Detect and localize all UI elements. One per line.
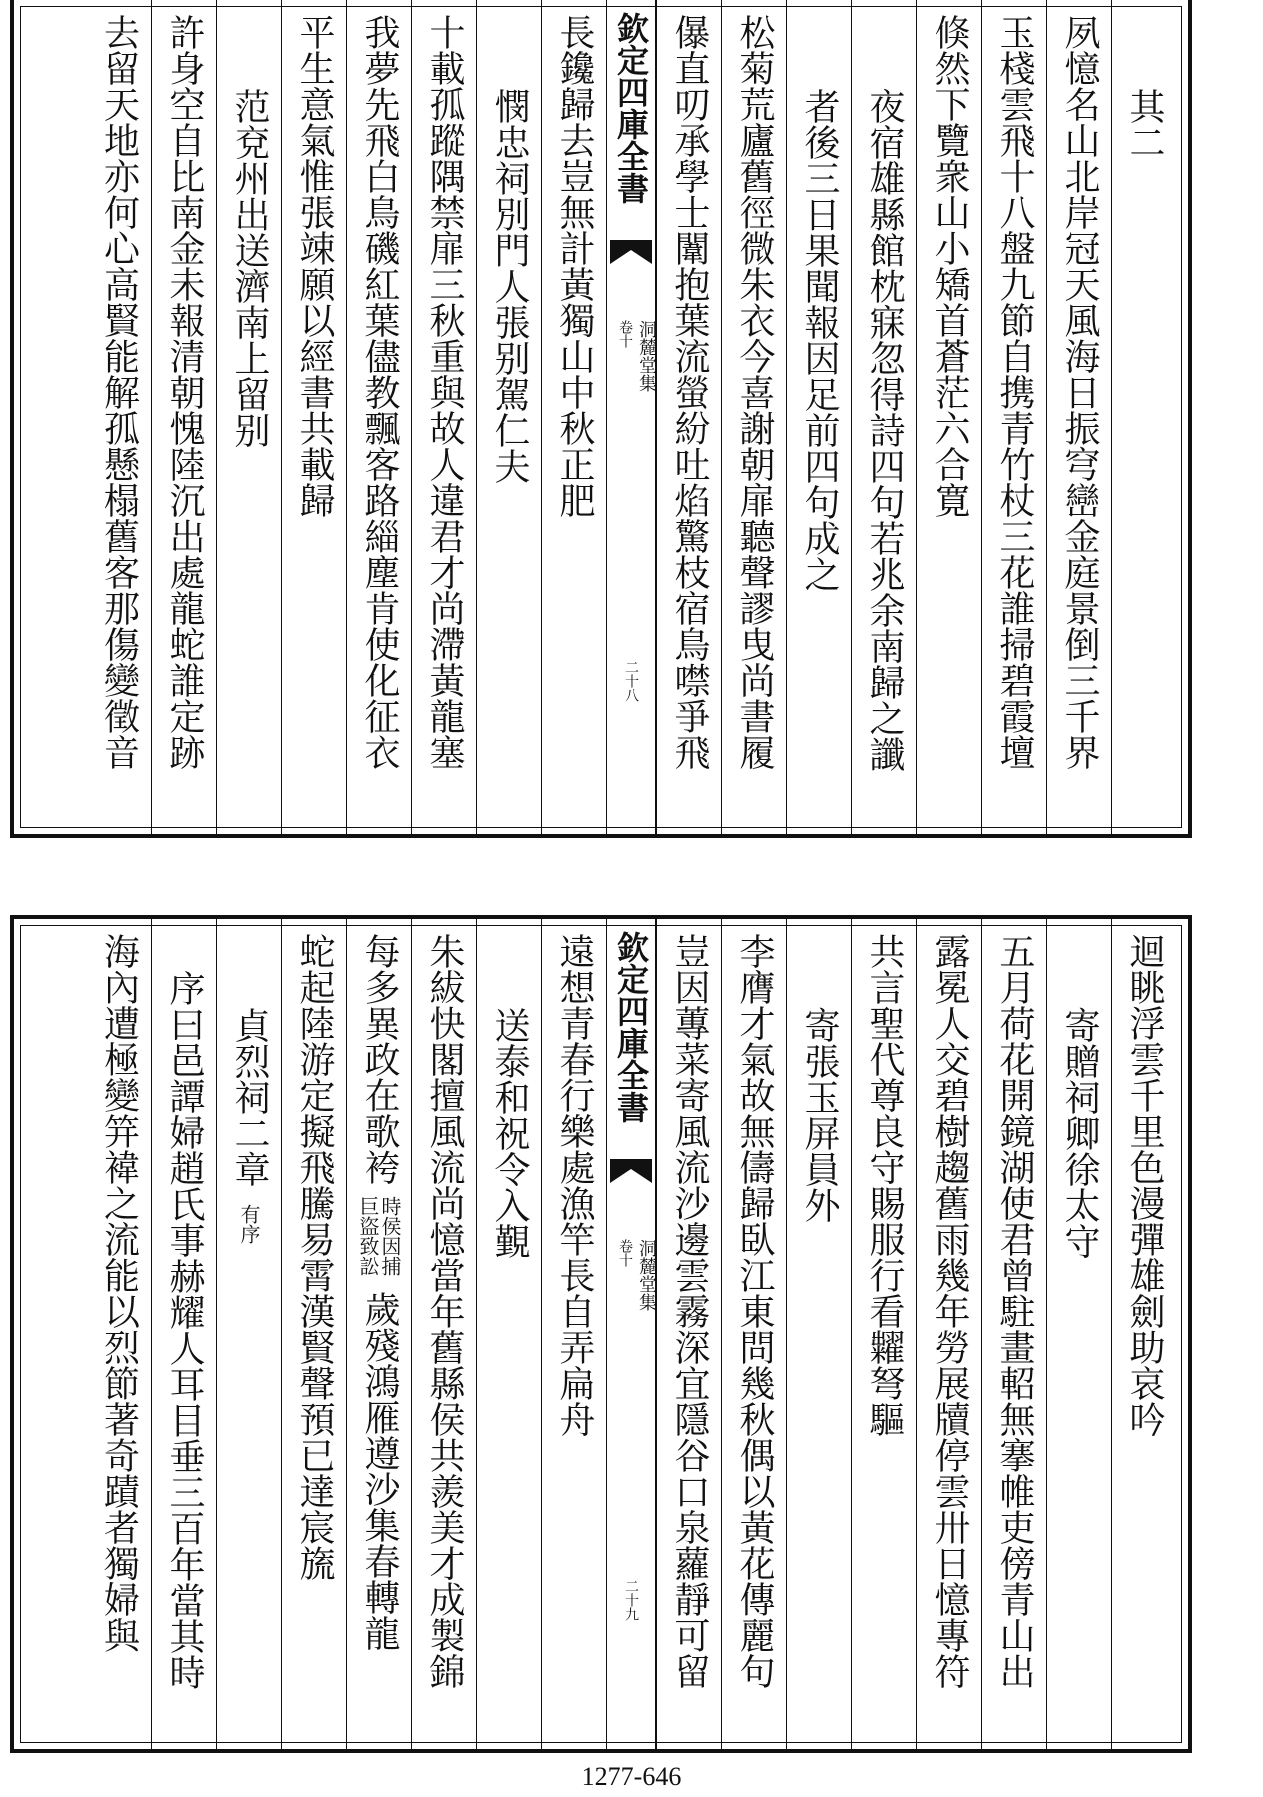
text-column (721, 919, 786, 1749)
column-text: 許身空自比南金未報清朝愧陸沉出處龍蛇誰定跡 (164, 14, 205, 770)
page-spine (606, 0, 656, 834)
text-column (1046, 919, 1111, 1749)
column-text: 李膺才氣故無儔歸臥江東問幾秋偶以黃花傳麗句 (734, 933, 775, 1689)
small-note: 有序 (237, 1204, 261, 1244)
fishtail-mark-icon (610, 240, 652, 264)
text-column (476, 0, 541, 834)
fishtail-mark-icon (610, 1159, 652, 1183)
text-column (656, 0, 721, 834)
spine-book-name: 洞麓堂集 (636, 320, 657, 392)
text-column (851, 0, 916, 834)
text-column (411, 0, 476, 834)
text-column (86, 919, 151, 1749)
text-column (86, 0, 151, 834)
page-spine (606, 919, 656, 1749)
interlinear-note (358, 1196, 400, 1276)
top-page-frame (10, 0, 1192, 838)
column-text: 共言聖代尊良守賜服行看糶弩驅 (864, 933, 905, 1437)
column-text: 序曰邑譚婦趙氏事赫耀人耳目垂三百年當其時 (164, 970, 205, 1690)
text-column (1111, 919, 1176, 1749)
column-text: 豈因蓴菜寄風流沙邊雲霧深宜隱谷口泉蘿靜可留 (669, 933, 710, 1689)
text-column (721, 0, 786, 834)
column-text: 朱紱快閣擅風流尚憶當年舊縣侯共羨美才成製錦 (424, 933, 465, 1689)
text-column (281, 0, 346, 834)
column-text: 露冕人交碧樹趨舊雨幾年勞展牘停雲卅日憶專符 (929, 933, 970, 1689)
text-column (281, 919, 346, 1749)
text-column (1111, 0, 1176, 834)
column-text: 松菊荒廬舊徑微朱衣今喜謝朝扉聽聲謬曳尚書履 (734, 14, 775, 770)
column-text: 迴眺浮雲千里色漫彈雄劍助哀吟 (1124, 933, 1165, 1437)
column-text: 夜宿雄縣館枕寐忽得詩四句若兆余南歸之讖 (864, 88, 905, 772)
text-column (786, 0, 851, 834)
column-text: 玉棧雲飛十八盤九節自携青竹杖三花誰掃碧霞壇 (994, 14, 1035, 770)
column-text: 我夢先飛白鳥磯紅葉儘教飄客路緇塵肯使化征衣 (359, 14, 400, 770)
text-column (151, 0, 216, 834)
spine-page-number: 二十九 (623, 1579, 639, 1621)
spine-volume: 卷十 (617, 320, 633, 348)
column-text: 夙憶名山北岸冠天風海日振穹巒金庭景倒三千界 (1059, 14, 1100, 770)
column-text: 者後三日果聞報因足前四句成之 (799, 88, 840, 592)
text-column (851, 919, 916, 1749)
note-right: 時侯因捕 (378, 1196, 402, 1276)
spine-title: 欽定四庫全書 (612, 931, 650, 1123)
column-text: 平生意氣惟張竦願以經書共載歸 (294, 14, 335, 518)
column-text: 范兗州出送濟南上留别 (229, 88, 270, 448)
text-column (981, 0, 1046, 834)
note-left: 巨盜致訟 (356, 1196, 380, 1276)
spine-page-number: 二十八 (623, 660, 639, 702)
column-text: 其二 (1124, 88, 1165, 160)
column-text: 送泰和祝令入覲 (489, 1007, 530, 1259)
text-column (541, 0, 606, 834)
bottom-page-frame (10, 915, 1192, 1753)
column-text: 貞烈祠二章 (229, 1007, 270, 1187)
column-text: 遠想青春行樂處漁竿長自弄扁舟 (554, 933, 595, 1437)
text-column (981, 919, 1046, 1749)
column-text: 十載孤蹤隅禁扉三秋重與故人違君才尚滯黃龍塞 (424, 14, 465, 770)
column-text: 蛇起陸游定擬飛騰易霄漢賢聲預已達宸旒 (294, 933, 335, 1581)
text-column (346, 0, 411, 834)
text-column (476, 919, 541, 1749)
column-text: 五月荷花開鏡湖使君曾駐畫軺無搴帷吏傍青山出 (994, 933, 1035, 1689)
spine-volume: 卷十 (617, 1239, 633, 1267)
text-column (916, 0, 981, 834)
text-column (916, 919, 981, 1749)
column-text: 每多異政在歌袴 (359, 933, 400, 1185)
text-column (216, 0, 281, 834)
column-text: 寄張玉屏員外 (799, 1007, 840, 1223)
column-text: 儤直叨承學士闈抱葉流螢紛吐焰驚枝宿鳥噤爭飛 (669, 14, 710, 770)
text-column (786, 919, 851, 1749)
top-page-columns (26, 0, 1176, 834)
column-text-tail: 歲殘鴻雁遵沙集春轉龍 (359, 1290, 400, 1651)
text-column (1046, 0, 1111, 834)
page-number: 1277-646 (581, 1762, 682, 1791)
column-text: 倏然下覽衆山小矯首蒼茫六合寛 (929, 14, 970, 518)
text-column (216, 919, 281, 1749)
text-column (411, 919, 476, 1749)
column-text: 去留天地亦何心高賢能解孤懸榻舊客那傷變徵音 (98, 14, 140, 770)
text-column (656, 919, 721, 1749)
spine-title: 欽定四庫全書 (612, 12, 650, 204)
bottom-page-columns (26, 919, 1176, 1749)
column-text: 憫忠祠別門人張别駕仁夫 (489, 88, 530, 484)
text-column (541, 919, 606, 1749)
text-column (346, 919, 411, 1749)
column-text: 海內遭極變笄褘之流能以烈節著奇蹟者獨婦與 (98, 933, 140, 1653)
column-text: 長鑱歸去豈無計黃獨山中秋正肥 (554, 14, 595, 518)
spine-book-name: 洞麓堂集 (636, 1239, 657, 1311)
column-text: 寄贈祠卿徐太守 (1059, 1007, 1100, 1259)
text-column (151, 919, 216, 1749)
